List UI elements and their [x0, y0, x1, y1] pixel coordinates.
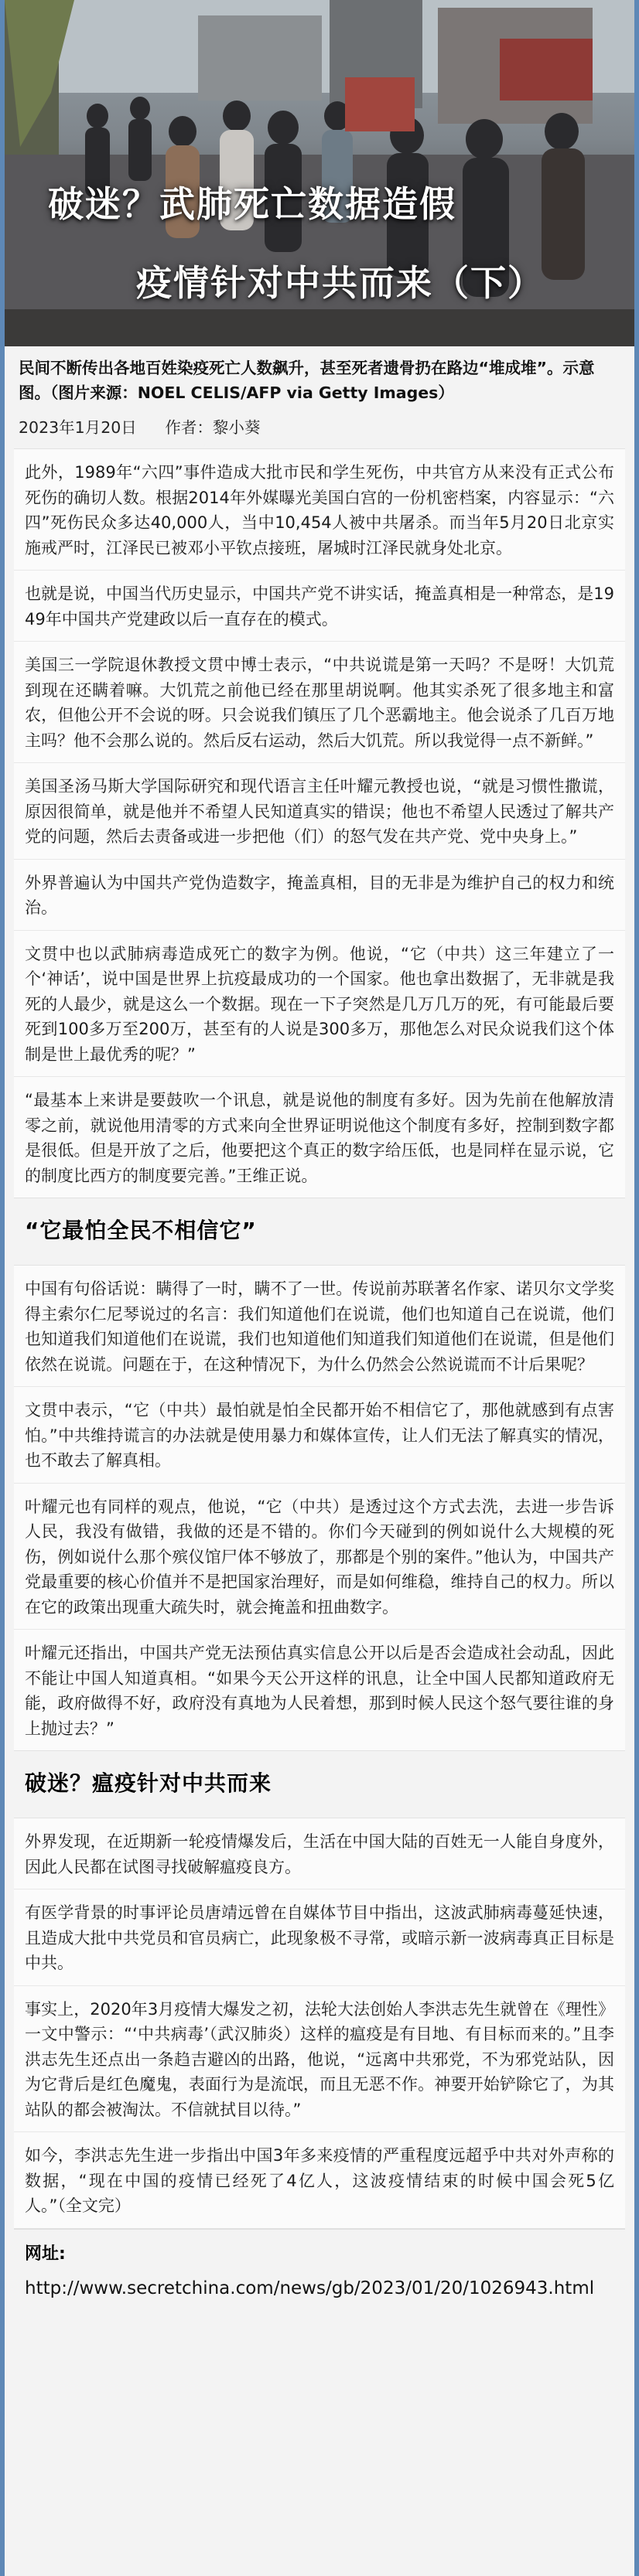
paragraph: 文贯中表示，“它（中共）最怕就是怕全民都开始不相信它了，那他就感到有点害怕。”中共维持谎言的办法就是使用暴力和媒体宣传，让人们无法了解真实的情况，也不敢去了解真相。: [14, 1386, 625, 1483]
paragraph: 文贯中也以武肺病毒造成死亡的数字为例。他说，“它（中共）这三年建立了一个‘神话’，说中国是世界上抗疫最成功的一个国家。他也拿出数据了，无非就是我死的人最少，就是这么一个数据。现在一下子突然是几万几万的死，有可能最后要死到100多万至200万，甚至有的人说是300多万，那他怎么对民众说我们这个体制是世上最优秀的呢？”: [14, 930, 625, 1077]
article-meta: [19, 416, 620, 439]
url-label: 网址:: [14, 2229, 625, 2271]
hero-title-line1: 破迷？武肺死亡数据造假: [48, 183, 456, 225]
section-3: [14, 1818, 625, 2229]
paragraph: 外界普遍认为中国共产党伪造数字，掩盖真相，目的无非是为维护自己的权力和统治。: [14, 859, 625, 930]
article-url-link[interactable]: http://www.secretchina.com/news/gb/2023/01/20/1026943.html: [25, 2278, 595, 2298]
paragraph: 叶耀元还指出，中国共产党无法预估真实信息公开以后是否会造成社会动乱，因此不能让中国人知道真相。“如果今天公开这样的讯息，让全中国人民都知道政府无能，政府做得不好，政府没有真地为人民着想，那到时候人民这个怒气要往谁的身上抛过去？”: [14, 1629, 625, 1750]
paragraph: 也就是说，中国当代历史显示，中国共产党不讲实话，掩盖真相是一种常态，是1949年中国共产党建政以后一直存在的模式。: [14, 570, 625, 641]
section-heading: “它最怕全民不相信它”: [25, 1218, 257, 1243]
paragraph: 外界发现，在近期新一轮疫情爆发后，生活在中国大陆的百姓无一人能自身度外，因此人民都在试图寻找破解瘟疫良方。: [25, 1832, 614, 1876]
paragraph: 中国有句俗话说：瞒得了一时，瞒不了一世。传说前苏联著名作家、诺贝尔文学奖得主索尔仁尼琴说过的名言：我们知道他们在说谎，他们也知道自己在说谎，他们也知道我们知道他们在说谎，我们也知道他们知道我们知道他们在说谎，但是他们依然在说谎。问题在于，在这种情况下，为什么仍然会公然说谎而不计后果呢？: [25, 1279, 614, 1374]
publish-date: 2023年1月20日: [19, 418, 137, 437]
paragraph: 美国三一学院退休教授文贯中博士表示，“中共说谎是第一天吗？不是呀！大饥荒到现在还瞒着嘛。大饥荒之前他已经在那里胡说啊。他其实杀死了很多地主和富农，但他公开不会说的呀。只会说我们镇压了几个恶霸地主。他会说杀了几百万地主吗？他不会那么说的。然后反右运动，然后大饥荒。所以我觉得一点不新鲜。”: [14, 641, 625, 762]
section-1: [14, 448, 625, 1198]
paragraph: 叶耀元也有同样的观点，他说，“它（中共）是透过这个方式去洗，去进一步告诉人民，我没有做错，我做的还是不错的。你们今天碰到的例如说什么大规模的死伤，例如说什么那个殡仪馆尸体不够放了，那都是个别的案件。”他认为，中国共产党最重要的核心价值并不是把国家治理好，而是如何维稳，维持自己的权力。所以在它的政策出现重大疏失时，就会掩盖和扭曲数字。: [14, 1483, 625, 1630]
paragraph: “最基本上来讲是要鼓吹一个讯息，就是说他的制度有多好。因为先前在他解放清零之前，就说他用清零的方式来向全世界证明说他这个制度有多好，控制到数字都是很低。但是开放了之后，他要把这个真正的数字给压低，也是同样在显示说，它的制度比西方的制度要完善。”王维正说。: [14, 1076, 625, 1198]
paragraph: 有医学背景的时事评论员唐靖远曾在自媒体节目中指出，这波武肺病毒蔓延快速，且造成大批中共党员和官员病亡，此现象极不寻常，或暗示新一波病毒真正目标是中共。: [14, 1889, 625, 1985]
section-heading: 破迷？瘟疫针对中共而来: [25, 1770, 272, 1796]
image-caption: 民间不断传出各地百姓染疫死亡人数飙升，甚至死者遗骨扔在路边“堆成堆”。示意图。（图片来源：NOEL CELIS/AFP via Getty Images）: [19, 359, 595, 402]
paragraph: 如今，李洪志先生进一步指出中国3年多来疫情的严重程度远超乎中共对外声称的数据，“现在中国的疫情已经死了4亿人，这波疫情结束的时候中国会死5亿人。”（全文完）: [14, 2131, 625, 2228]
paragraph: 美国圣汤马斯大学国际研究和现代语言主任叶耀元教授也说，“就是习惯性撒谎，原因很简单，就是他并不希望人民知道真实的错误；他也不希望人民透过了解共产党的问题，然后去责备或进一步把他（们）的怒气发在共产党、党中央身上。”: [14, 762, 625, 859]
paragraph: 事实上，2020年3月疫情大爆发之初，法轮大法创始人李洪志先生就曾在《理性》一文中警示：“‘中共病毒’（武汉肺炎）这样的瘟疫是有目地、有目标而来的。”且李洪志先生还点出一条趋吉避凶的出路，他说，“远离中共邪党，不为邪党站队，因为它背后是红色魔鬼，表面行为是流氓，而且无恶不作。神要开始铲除它了，为其站队的都会被淘汰。不信就拭目以待。”: [14, 1985, 625, 2132]
hero-title-line2: 疫情针对中共而来（下）: [136, 262, 545, 304]
author: 作者：黎小葵: [165, 418, 261, 437]
article-frame: [5, 0, 634, 2576]
article-body: [5, 356, 634, 2298]
hero-photo: [5, 0, 634, 346]
section-2: [14, 1265, 625, 1751]
paragraph: 此外，1989年“六四”事件造成大批市民和学生死伤，中共官方从来没有正式公布死伤的确切人数。根据2014年外媒曝光美国白宫的一份机密档案，内容显示：“六四”死伤民众多达40,000人，当中10,454人被中共屠杀。而当年5月20日北京实施戒严时，江泽民已被邓小平钦点接班，屠城时江泽民就身处北京。: [25, 463, 614, 557]
